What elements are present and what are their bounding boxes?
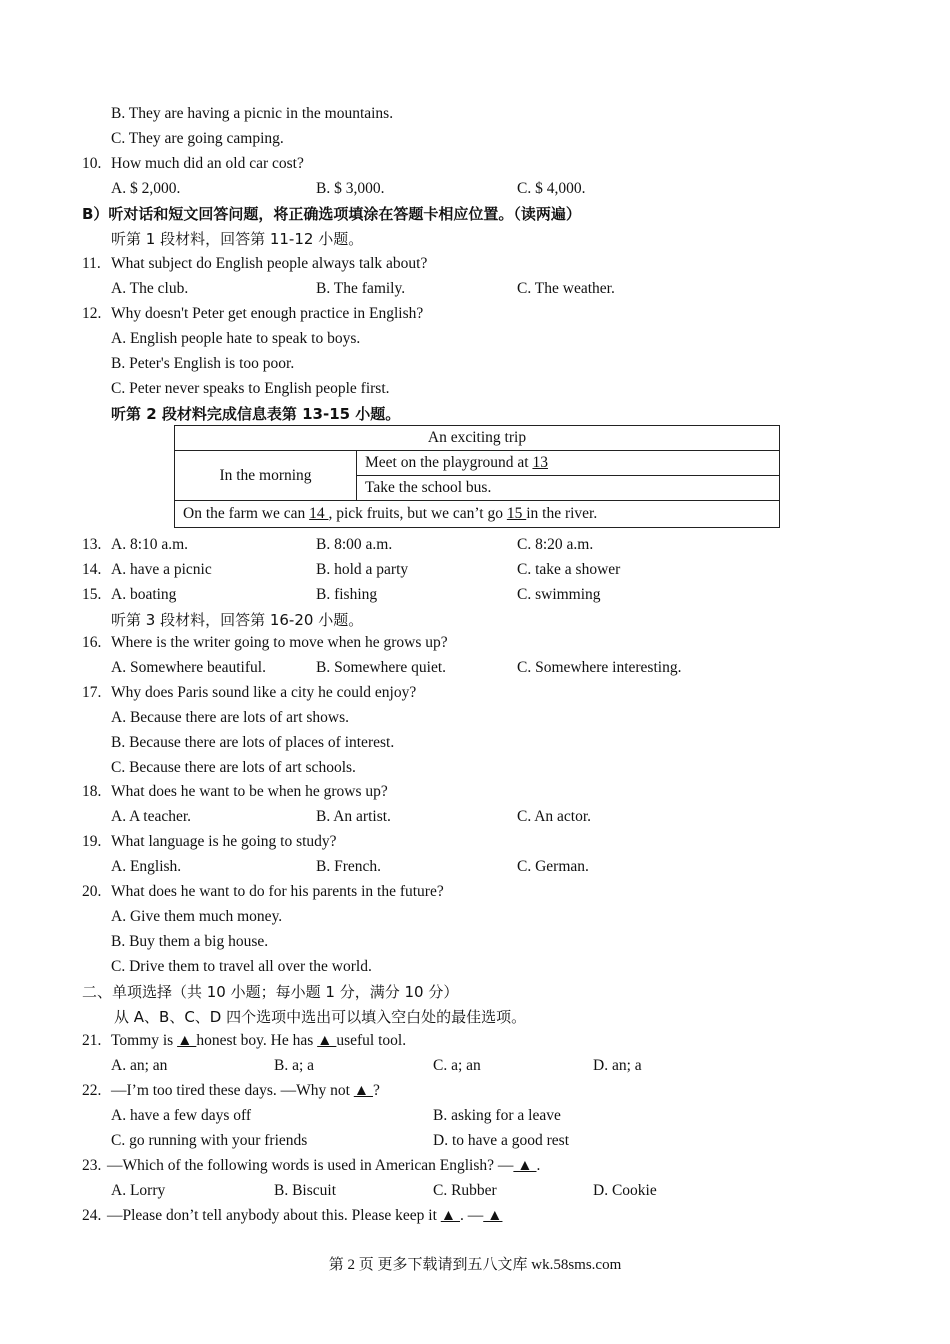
q22-option-c: C. go running with your friends [111,1132,308,1149]
q17-text: Why does Paris sound like a city he could enjoy? [111,684,417,701]
info-table-row-meet: Meet on the playground at 13 [357,451,780,476]
q23-option-c: C. Rubber [433,1182,497,1199]
q23-number: 23. [82,1157,102,1174]
q23-option-a: A. Lorry [111,1182,166,1199]
q18-number: 18. [82,783,102,800]
q18-option-a: A. A teacher. [111,808,192,825]
q24-number: 24. [82,1207,102,1224]
q15-option-c: C. swimming [517,586,601,603]
q19-option-b: B. French. [316,858,382,875]
q19-number: 19. [82,833,102,850]
q10-number: 10. [82,155,102,172]
q13-option-a: A. 8:10 a.m. [111,536,189,553]
q24-blank-2: ▲ [483,1207,503,1224]
q21-option-d: D. an; a [593,1057,642,1074]
q23-text: —Which of the following words is used in American English? — ▲ . [107,1157,541,1174]
q16-option-b: B. Somewhere quiet. [316,659,447,676]
q15-option-b: B. fishing [316,586,378,603]
q14-number: 14. [82,561,102,578]
q19-option-c: C. German. [517,858,589,875]
info-table [174,425,780,528]
q16-option-c: C. Somewhere interesting. [517,659,682,676]
q12-option-a: A. English people hate to speak to boys. [111,330,361,347]
q19-text: What language is he going to study? [111,833,337,850]
q12-number: 12. [82,305,102,322]
q17-option-b: B. Because there are lots of places of interest. [111,734,395,751]
q24-text: —Please don’t tell anybody about this. Please keep it ▲ . — ▲ [107,1207,503,1224]
q16-option-a: A. Somewhere beautiful. [111,659,266,676]
q23-option-b: B. Biscuit [274,1182,337,1199]
q18-option-b: B. An artist. [316,808,391,825]
q10-option-c: C. $ 4,000. [517,180,586,197]
q24-blank-1: ▲ [440,1207,460,1224]
q16-number: 16. [82,634,102,651]
q20-text: What does he want to do for his parents in the future? [111,883,444,900]
q20-option-a: A. Give them much money. [111,908,283,925]
q22-text: —I’m too tired these days. —Why not ▲ ? [111,1082,380,1099]
q22-option-a: A. have a few days off [111,1107,252,1124]
page-footer: 第 2 页 更多下载请到五八文库 wk.58sms.com [328,1257,622,1273]
q21-number: 21. [82,1032,102,1049]
q21-option-a: A. an; an [111,1057,168,1074]
q17-option-a: A. Because there are lots of art shows. [111,709,350,726]
q10-text: How much did an old car cost? [111,155,304,172]
blank-14: 14 [309,505,329,522]
material-1-instruction: 听第 1 段材料，回答第 11-12 小题。 [111,230,364,248]
q22-option-b: B. asking for a leave [433,1107,561,1124]
q12-text: Why doesn't Peter get enough practice in English? [111,305,424,322]
info-table-row-farm: On the farm we can 14 , pick fruits, but we can’t go 15 in the river. [175,501,780,528]
q9-option-b: B. They are having a picnic in the mountains. [111,105,394,122]
q10-option-b: B. $ 3,000. [316,180,385,197]
section-2-instruction: 从 A、B、C、D 四个选项中选出可以填入空白处的最佳选项。 [114,1008,527,1026]
q9-option-c: C. They are going camping. [111,130,284,147]
q11-option-b: B. The family. [316,280,406,297]
q19-option-a: A. English. [111,858,182,875]
q11-text: What subject do English people always talk about? [111,255,428,272]
material-3-instruction: 听第 3 段材料，回答第 16-20 小题。 [111,611,364,629]
q14-option-c: C. take a shower [517,561,621,578]
q18-option-c: C. An actor. [517,808,592,825]
q21-blank-1: ▲ [177,1032,197,1049]
q20-number: 20. [82,883,102,900]
info-table-row-bus: Take the school bus. [357,476,780,501]
blank-15: 15 [506,505,527,522]
q10-option-a: A. $ 2,000. [111,180,181,197]
q13-option-c: C. 8:20 a.m. [517,536,594,553]
q12-option-c: C. Peter never speaks to English people first. [111,380,390,397]
q21-blank-2: ▲ [317,1032,337,1049]
q11-number: 11. [82,255,101,272]
q17-number: 17. [82,684,102,701]
q14-option-b: B. hold a party [316,561,409,578]
q23-blank: ▲ [513,1157,537,1174]
q11-option-a: A. The club. [111,280,189,297]
section-2-title: 二、单项选择（共 10 小题；每小题 1 分，满分 10 分） [82,983,459,1001]
q22-blank: ▲ [353,1082,374,1099]
q18-text: What does he want to be when he grows up? [111,783,388,800]
q22-option-d: D. to have a good rest [433,1132,570,1149]
q13-option-b: B. 8:00 a.m. [316,536,393,553]
q13-number: 13. [82,536,102,553]
q17-option-c: C. Because there are lots of art schools. [111,759,356,776]
blank-13: 13 [532,454,548,471]
material-2-instruction: 听第 2 段材料完成信息表第 13-15 小题。 [111,405,401,423]
q22-number: 22. [82,1082,102,1099]
q12-option-b: B. Peter's English is too poor. [111,355,295,372]
section-b-title: B）听对话和短文回答问题，将正确选项填涂在答题卡相应位置。（读两遍） [82,205,581,223]
q11-option-c: C. The weather. [517,280,615,297]
q15-number: 15. [82,586,102,603]
info-table-title: An exciting trip [175,426,780,451]
q16-text: Where is the writer going to move when he grows up? [111,634,448,651]
q21-option-b: B. a; a [274,1057,315,1074]
info-table-morning-label: In the morning [175,451,357,501]
q21-option-c: C. a; an [433,1057,481,1074]
q14-option-a: A. have a picnic [111,561,212,578]
q15-option-a: A. boating [111,586,177,603]
q21-text: Tommy is ▲ honest boy. He has ▲ useful tool. [111,1032,407,1049]
q20-option-b: B. Buy them a big house. [111,933,269,950]
q20-option-c: C. Drive them to travel all over the world. [111,958,372,975]
q23-option-d: D. Cookie [593,1182,657,1199]
